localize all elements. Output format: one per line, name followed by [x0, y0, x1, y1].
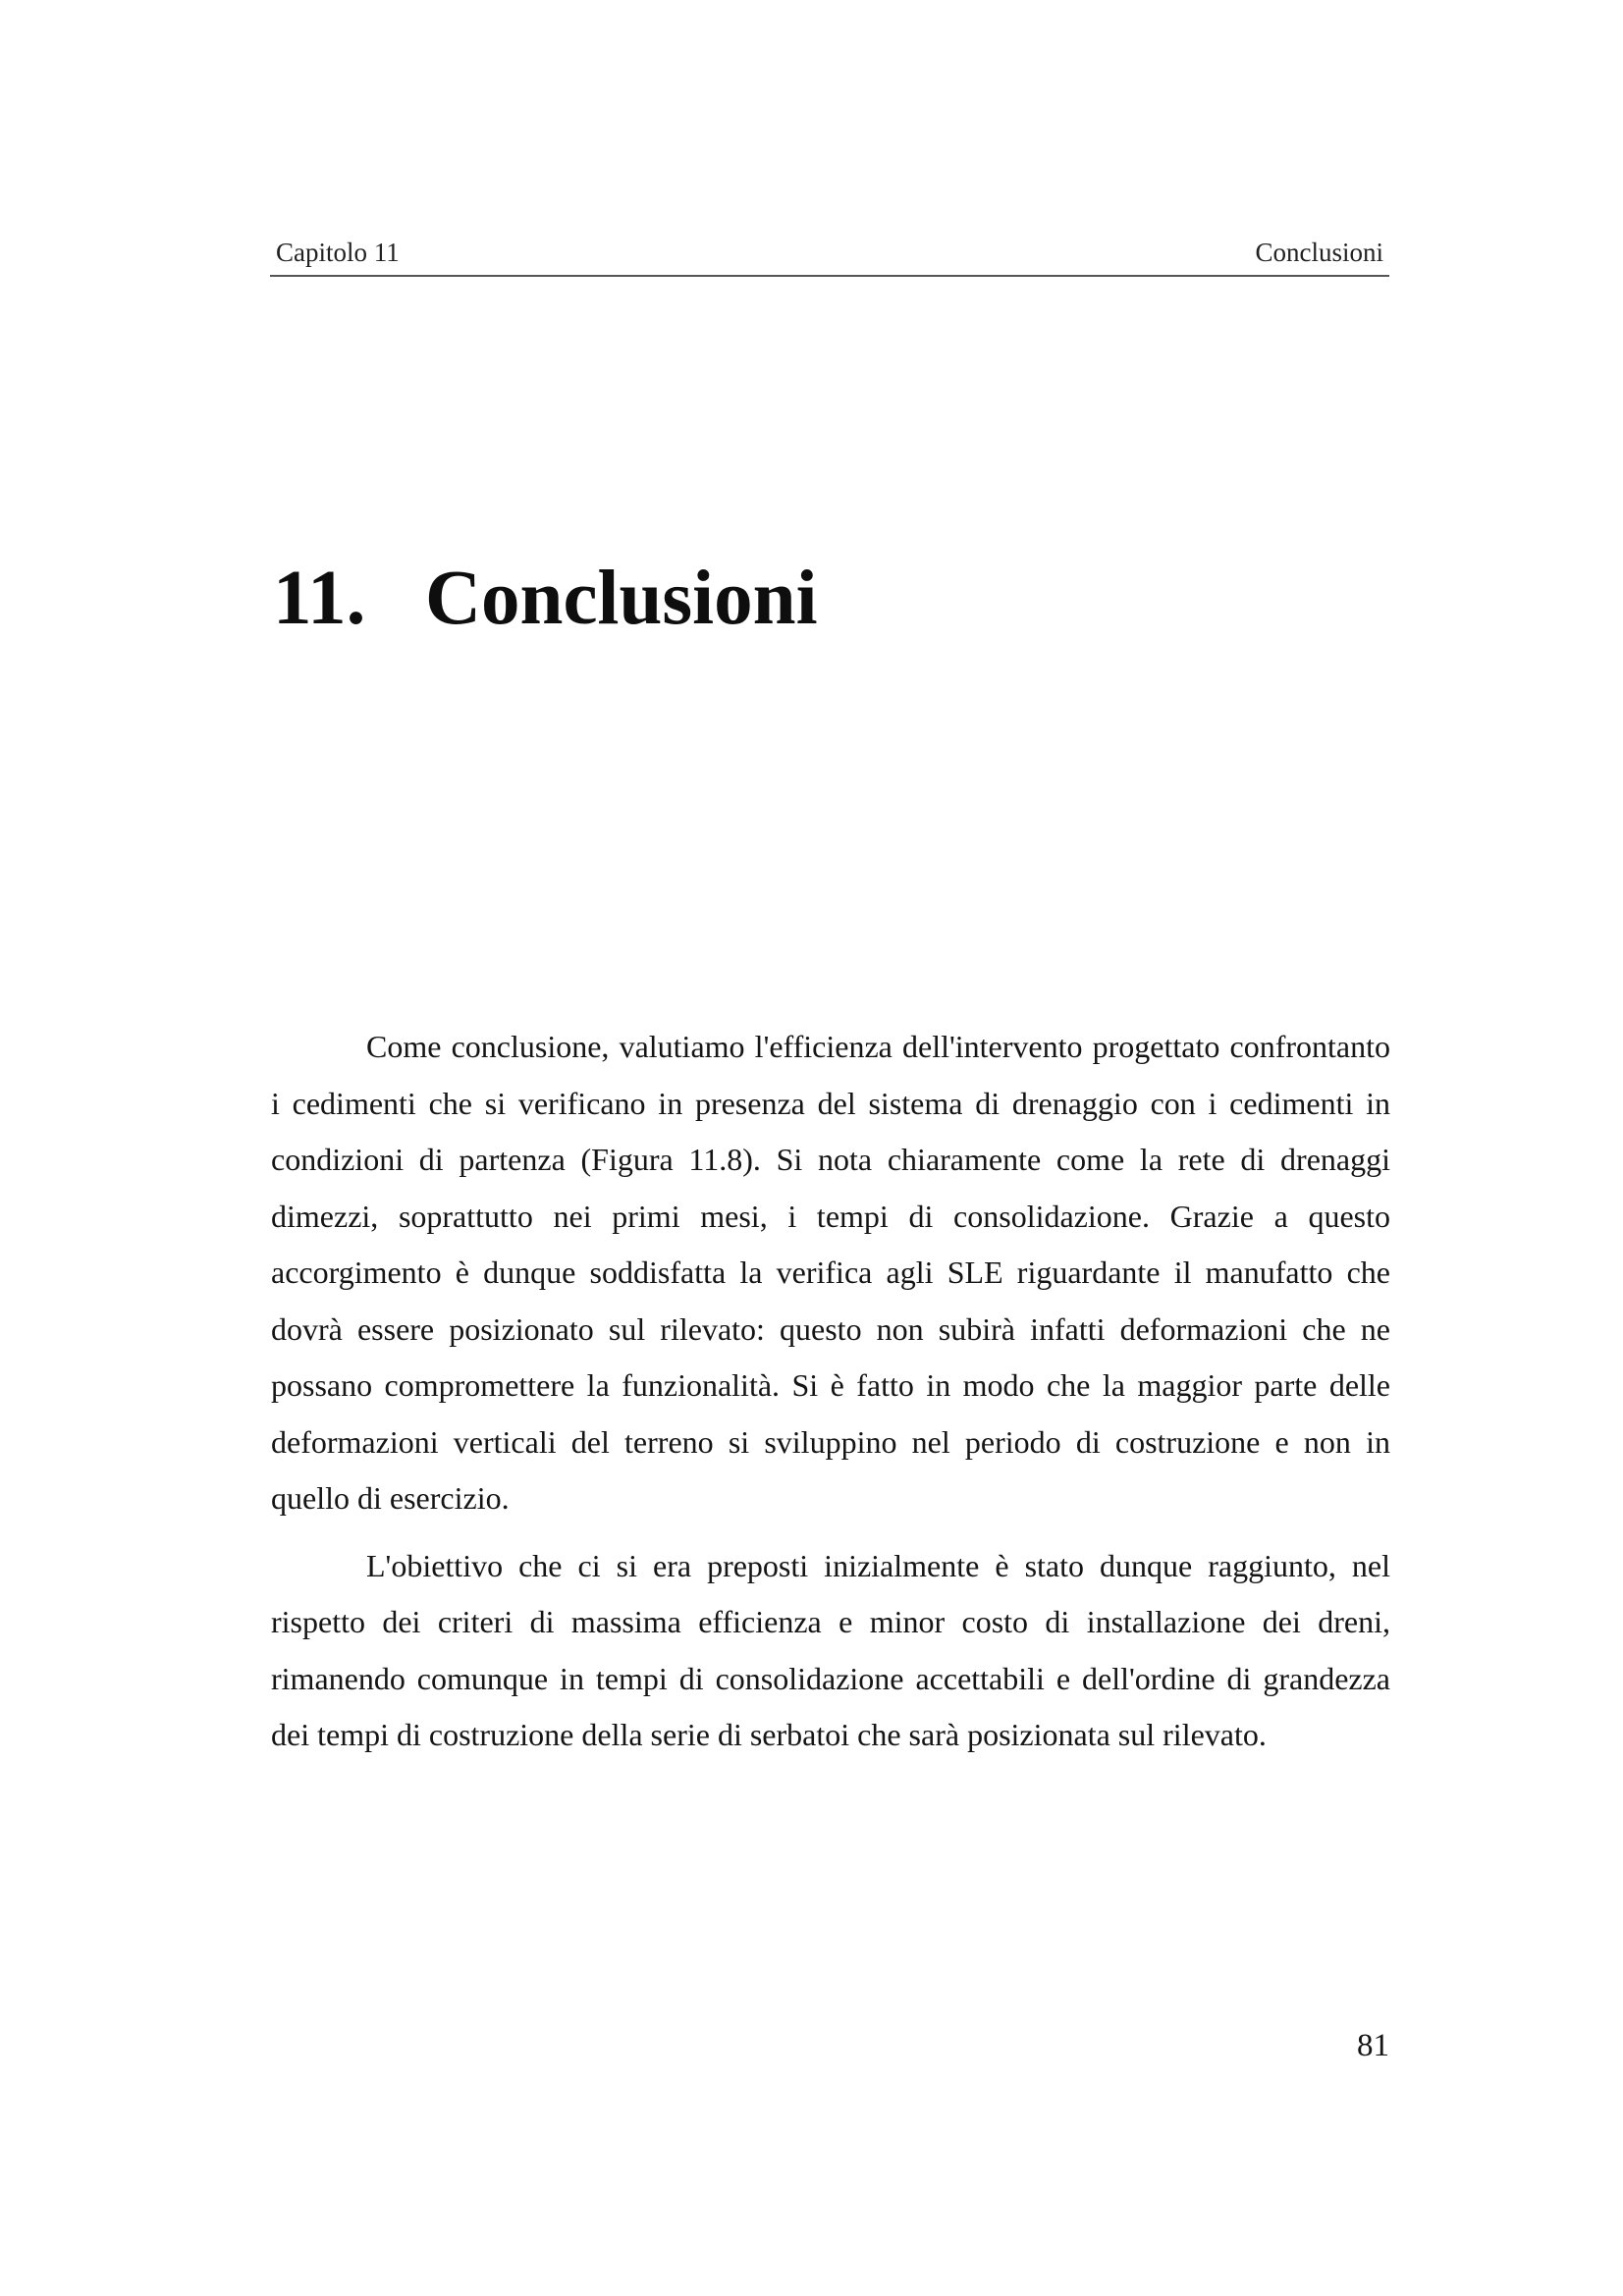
chapter-number: 11.	[273, 556, 366, 641]
chapter-title	[273, 550, 818, 648]
paragraph: Come conclusione, valutiamo l'efficienza dell'intervento progettato confrontanto i cedimenti che si verificano in presenza del sistema di drenaggio con i cedimenti in condizioni di partenza (Figura 11.8). Si nota chiaramente come la rete di drenaggi dimezzi, soprattutto nei primi mesi, i tempi di consolidazione. Grazie a questo accorgimento è dunque soddisfatta la verifica agli SLE riguardante il manufatto che dovrà essere posizionato sul rilevato: questo non subirà infatti deformazioni che ne possano compromettere la funzionalità. Si è fatto in modo che la maggior parte delle deformazioni verticali del terreno si sviluppino nel periodo di costruzione e non in quello di esercizio.	[271, 1029, 1390, 1516]
running-header	[270, 236, 1389, 277]
body-text	[271, 1019, 1390, 1764]
header-section-label: Conclusioni	[1255, 238, 1383, 267]
page-number: 81	[1357, 2028, 1389, 2063]
paragraph: L'obiettivo che ci si era preposti inizialmente è stato dunque raggiunto, nel rispetto dei criteri di massima efficienza e minor costo di installazione dei dreni, rimanendo comunque in tempi di consolidazione accettabili e dell'ordine di grandezza dei tempi di costruzione della serie di serbatoi che sarà posizionata sul rilevato.	[271, 1547, 1390, 1752]
chapter-title-text: Conclusioni	[425, 556, 818, 641]
header-chapter-label: Capitolo 11	[276, 238, 400, 267]
